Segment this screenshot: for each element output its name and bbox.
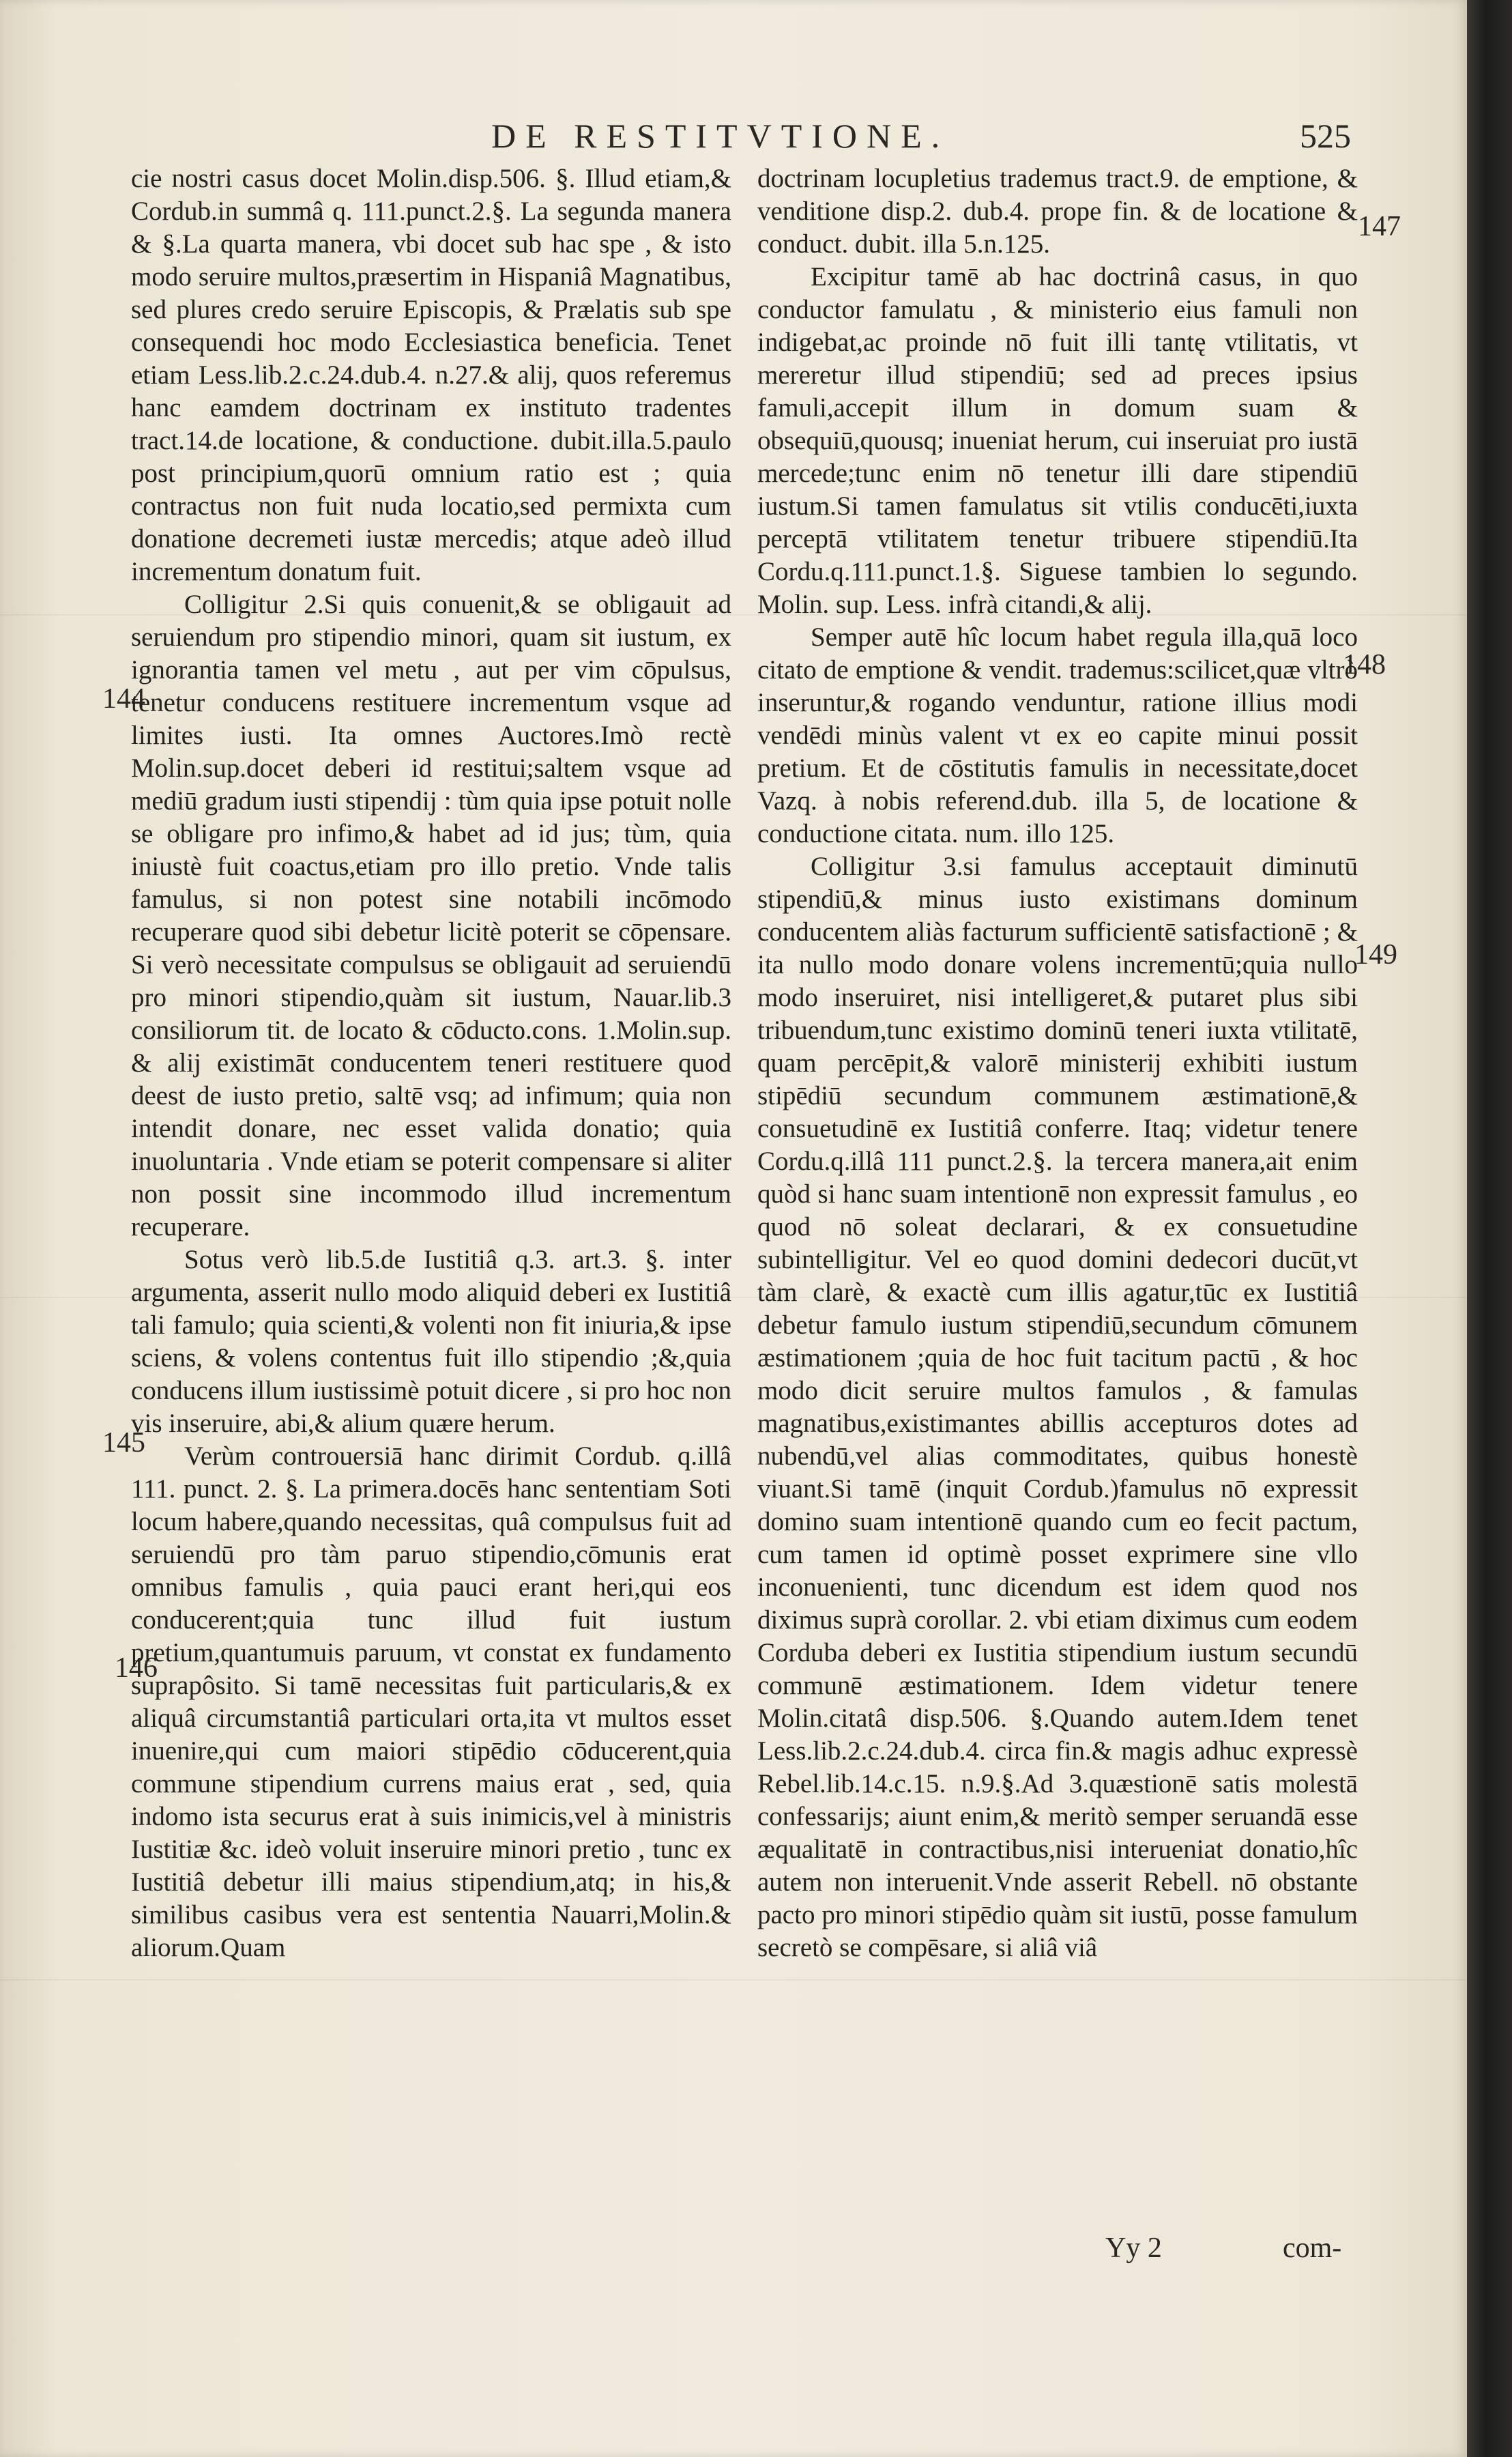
running-title: DE RESTITVTIONE. — [491, 117, 950, 155]
margin-number: 149 — [1354, 939, 1397, 971]
paragraph: doctrinam locupletius trademus tract.9. de emptione, & venditione disp.2. dub.4. prope fin. & de locatione & conduct. dubit. illa 5.n.125. — [757, 164, 1358, 259]
paragraph: Excipitur tamē ab hac doctrinâ casus, in quo conductor famulatu , & ministerio eius famuli non indigebat,ac proinde nō fuit illi tantę vtilitatis, vt mereretur illud stipendiū; sed ad preces ipsius famuli,accepit illum in domum suam & obsequiū,quousq; inueniat herum, cui inseruiat pro iustā mercede;tunc enim nō tenetur illi dare stipendiū iustum.Si tamen famulatus sit vtilis conducēti,iuxta perceptā vtilitatem tenetur tribuere stipendiū.Ita Cordu.q.111.punct.1.§. Siguese tambien lo segundo. Molin. sup. Less. infrà citandi,& alij. — [757, 262, 1358, 619]
paragraph: Colligitur 3.si famulus acceptauit diminutū stipendiū,& minus iusto existimans dominum conducentem aliàs facturum sufficientē satisfactionē ; & ita nullo modo donare volens incrementū;quia nullo modo inseruiret, nisi intelligeret,& putaret plus sibi tribuendum,tunc existimo dominū teneri iuxta vtilitatē, quam percēpit,& valorē ministerij exhibiti iustum stipēdiū secundum communem æstimationē,& consuetudinē ex Iustitiâ conferre. Itaq; videtur tenere Cordu.q.illâ 111 punct.2.§. la tercera manera,ait enim quòd si hanc suam intentionē non expressit famulus , eo quod nō soleat declarari, & ex consuetudine subintelligitur. Vel eo quod domini dedecori ducūt,vt tàm clarè, & exactè cum illis agatur,tūc ex Iustitiâ debetur famulo iustum stipendiū,secundum cōmunem æstimationem ;quia de hoc fuit tacitum pactū , & hoc modo dicit seruire multos famulos , & famulas magnatibus,existimantes abillis accepturos dotes ad nubendū,vel alias commoditates, quibus honestè viuant.Si tamē (inquit Cordub.)famulus nō expressit domino suam intentionē quando cum eo fecit pactum, cum tamen id optimè posset exprimere sine vllo inconuenienti, tunc dicendum est idem quod nos diximus suprà corollar. 2. vbi etiam diximus cum eodem Corduba deberi ex Iustitia stipendium iustum secundū communē æstimationem. Idem videtur tenere Molin.citatâ disp.506. §.Quando autem.Idem tenet Less.lib.2.c.24.dub.4. circa fin.& magis adhuc expressè Rebel.lib.14.c.15. n.9.§.Ad 3.quæstionē satis molestā confessarijs; aiunt enim,& meritò semper seruandā esse æqualitatē in contractibus,nisi interueniat donatio,hîc autem non interuenit.Vnde asserit Rebell. nō obstante pacto pro minori stipēdio quàm sit iustū, posse famulum secretò se compēsare, si aliâ viâ — [757, 852, 1358, 1962]
margin-number: 147 — [1358, 211, 1401, 242]
paragraph: cie nostri casus docet Molin.disp.506. §. Illud etiam,& Cordub.in summâ q. 111.punct.2.§. La segunda manera & §.La quarta manera, vbi docet sub hac spe , & isto modo seruire multos,præsertim in Hispaniâ Magnatibus, sed plures credo seruire Episcopis, & Prælatis sub spe consequendi hoc modo Ecclesiastica beneficia. Tenet etiam Less.lib.2.c.24.dub.4. n.27.& alij, quos referemus hanc eamdem doctrinam ex instituto tradentes tract.14.de locatione, & conductione. dubit.illa.5.paulo post principium,quorū omnium ratio est ; quia contractus non fuit nuda locatio,sed permixta cum donatione decremeti iustæ mercedis; atque adeò illud incrementum donatum fuit. — [131, 164, 731, 586]
page-header — [205, 116, 1351, 164]
page-number: 525 — [1300, 117, 1351, 155]
margin-number: 144 — [102, 683, 145, 715]
catchword: com- — [1283, 2232, 1342, 2264]
paragraph: Sotus verò lib.5.de Iustitiâ q.3. art.3. §. inter argumenta, asserit nullo modo aliquid deberi ex Iustitiâ tali famulo; quia scienti,& volenti non fit iniuria,& ipse sciens, & volens contentus fuit illo stipendio ;&,quia conducens illum iustissimè potuit dicere , si pro hoc non vis inseruire, abi,& alium quære herum. — [131, 1245, 731, 1438]
page-edge-shadow — [1467, 0, 1512, 2457]
right-column — [757, 162, 1358, 1964]
margin-number: 145 — [102, 1427, 145, 1459]
paragraph: Colligitur 2.Si quis conuenit,& se obligauit ad seruiendum pro stipendio minori, quam sit iustum, ex ignorantia tamen vel metu , aut per vim cōpulsus, tenetur conducens restituere incrementum vsque ad limites iusti. Ita omnes Auctores.Imò rectè Molin.sup.docet deberi id restitui;saltem vsque ad mediū gradum iusti stipendij : tùm quia ipse potuit nolle se obligare pro infimo,& habet ad id jus; tùm, quia iniustè fuit coactus,etiam pro illo pretio. Vnde talis famulus, si non potest sine notabili incōmodo recuperare quod sibi debetur licitè poterit se cōpensare. Si verò necessitate compulsus se obligauit ad seruiendū pro minori stipendio,quàm sit iustum, Nauar.lib.3 consiliorum tit. de locato & cōducto.cons. 1.Molin.sup. & alij existimāt conducentem teneri restituere quod deest de iusto pretio, saltē vsq; ad infimum; quia non intendit donare, nec esset valida donatio; quia inuoluntaria . Vnde etiam se poterit compensare si aliter non possit sine incommodo illud incrementum recuperare. — [131, 590, 731, 1241]
margin-number: 148 — [1343, 649, 1386, 680]
signature-mark: Yy 2 — [1105, 2232, 1162, 2264]
paragraph: Verùm controuersiā hanc dirimit Cordub. q.illâ 111. punct. 2. §. La primera.docēs hanc sententiam Soti locum habere,quando necessitas, quâ compulsus fuit ad seruiendū pro tàm paruo stipendio,cōmunis erat omnibus famulis , quia pauci erant heri,qui eos conducerent;quia tunc illud fuit iustum pretium,quantumuis paruum, vt constat ex fundamento suprapôsito. Si tamē necessitas fuit particularis,& ex aliquâ circumstantiâ particulari orta,ita vt multos esset inuenire,qui cum maiori stipēdio cōducerent,quia commune stipendium currens maius erat , sed, quia indomo ista securus erat à suis inimicis,vel à ministris Iustitiæ &c. ideò voluit inseruire minori pretio , tunc ex Iustitiâ debetur illi maius stipendium,atq; in his,& similibus casibus vera est sententia Nauarri,Molin.& aliorum.Quam — [131, 1441, 731, 1962]
paragraph: Semper autē hîc locum habet regula illa,quā loco citato de emptione & vendit. trademus:scilicet,quæ vltrò inseruntur,& rogando venduntur, ratione illius modi vendēdi minùs valent vt ex eo capite minui possit pretium. Et de cōstitutis famulis in necessitate,docet Vazq. à nobis referend.dub. illa 5, de locatione & conductione citata. num. illo 125. — [757, 622, 1358, 848]
margin-number: 146 — [115, 1652, 158, 1684]
left-column — [131, 162, 731, 1964]
